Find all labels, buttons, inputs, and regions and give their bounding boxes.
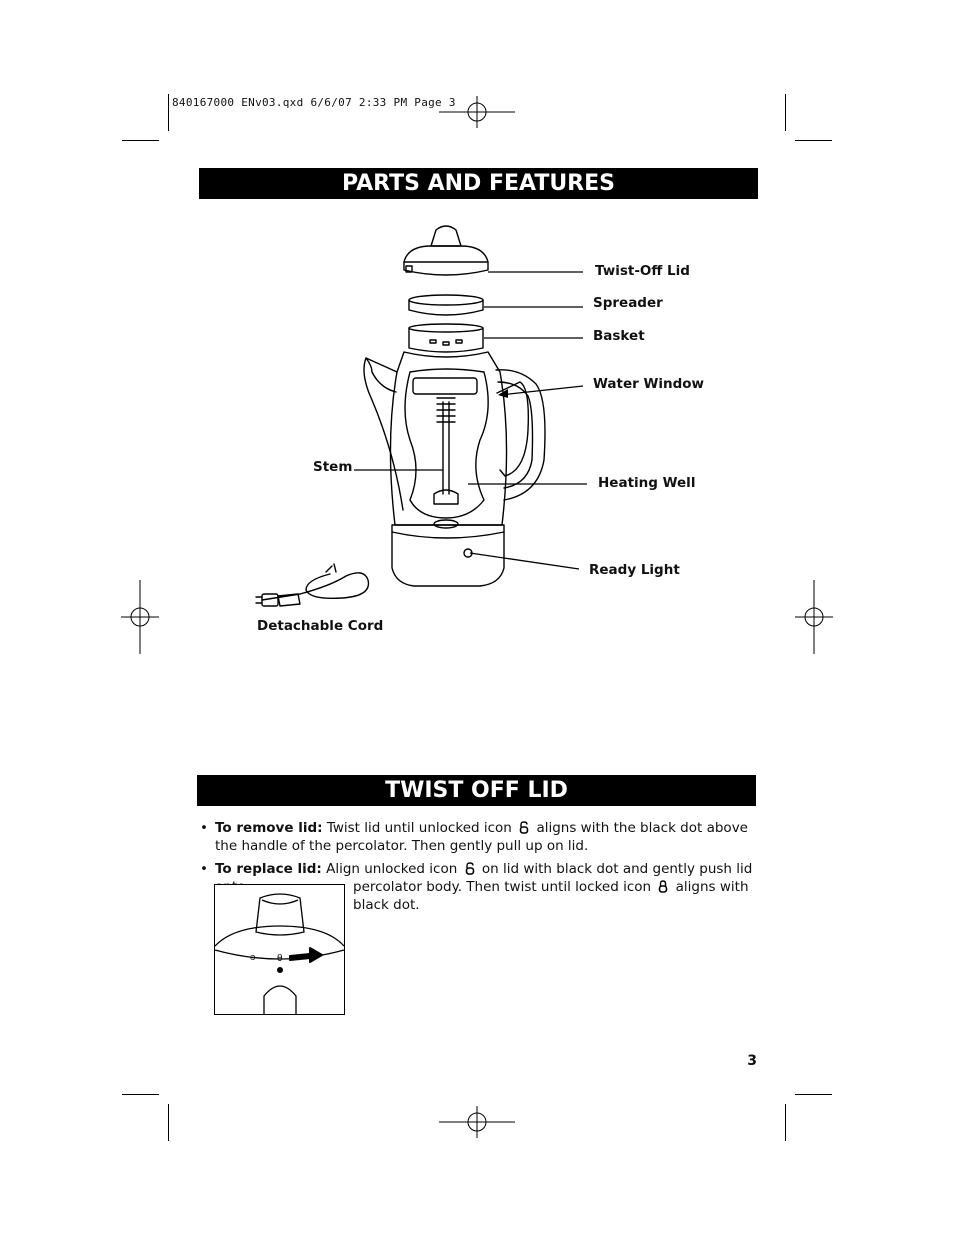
parts-section-heading: PARTS AND FEATURES [199,168,758,199]
spreader [409,295,483,305]
leader-water-window [500,386,583,395]
label-twist-off-lid: Twist-Off Lid [595,263,690,279]
label-detachable-cord: Detachable Cord [257,618,384,634]
remove-lid-text-b: aligns with the black dot above the handle of the percolator. Then gently pull up on lid. [215,820,748,854]
crop-mark [785,1104,786,1141]
bullet-dot: • [200,861,208,877]
locked-lock-icon: θ [277,954,283,964]
replace-lid-continued [353,878,753,914]
remove-lid-item [198,819,758,855]
remove-lid-text-a: Twist lid until unlocked icon [326,820,512,836]
crop-mark [795,1094,832,1095]
remove-lid-label: To remove lid: [215,820,323,836]
lid-dome [404,246,488,262]
registration-mark-icon [439,1106,515,1138]
label-spreader: Spreader [593,295,663,311]
replace-lid-text-d: aligns with black dot. [353,879,749,913]
lid-knob [431,226,461,246]
alignment-black-dot [277,967,283,973]
label-basket: Basket [593,328,645,344]
unlocked-lock-icon [519,821,529,834]
basket [409,324,483,332]
unlocked-lock-icon [465,862,475,875]
lid-alignment-illustration [214,884,345,1015]
lid-rim [404,262,488,275]
unlocked-lock-icon: ə [250,953,256,963]
replace-lid-label: To replace lid: [215,861,322,877]
lid-section-heading: TWIST OFF LID [197,775,756,806]
bullet-dot: • [200,820,208,836]
leader-ready-light [470,553,579,569]
label-water-window: Water Window [593,376,705,392]
spout [364,358,403,510]
crop-mark [122,1094,159,1095]
file-slug: 840167000 ENv03.qxd 6/6/07 2:33 PM Page 3 [172,96,456,109]
replace-lid-text-c: percolator body. Then twist until locked icon [353,879,652,895]
locked-lock-icon [658,880,668,893]
crop-mark [168,1104,169,1141]
label-ready-light: Ready Light [589,562,680,578]
label-stem: Stem [313,459,353,475]
replace-lid-text-b: on lid with black dot and gently push lid [481,861,753,877]
page-number: 3 [747,1053,757,1069]
replace-lid-text-a: Align unlocked icon [326,861,458,877]
label-heating-well: Heating Well [598,475,696,491]
